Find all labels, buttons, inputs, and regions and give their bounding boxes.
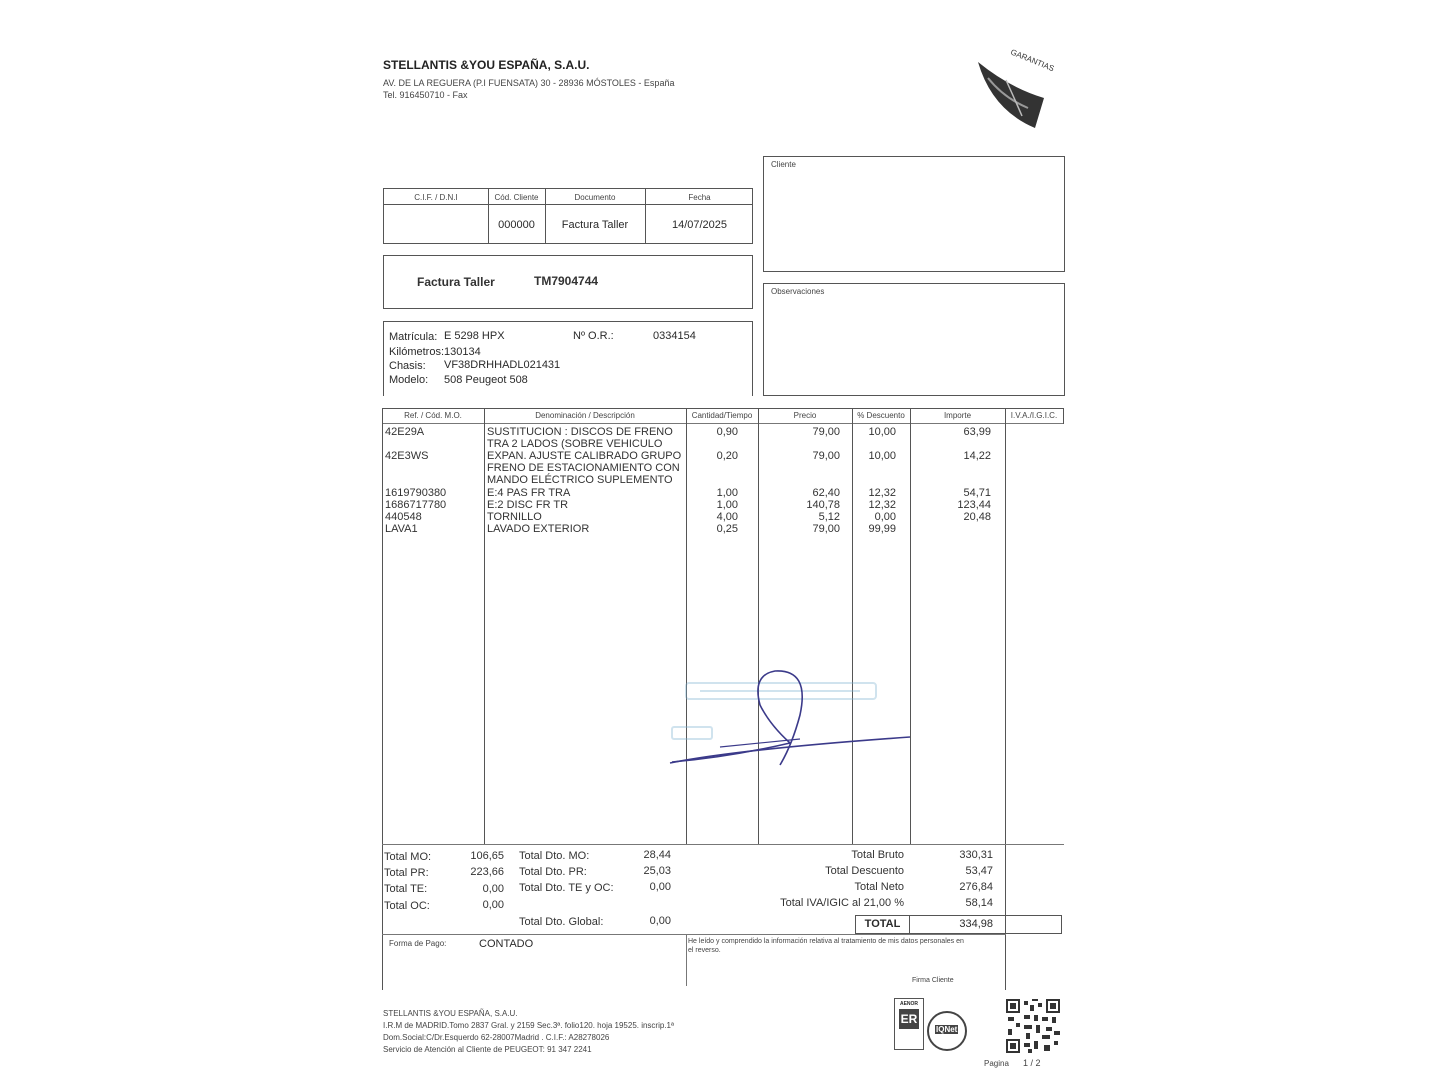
observations-label: Observaciones [771,287,825,296]
qr-code-icon [1006,999,1060,1053]
company-phone: Tel. 916450710 - Fax [383,90,468,100]
date-header: Fecha [688,193,711,202]
header-table [383,188,753,244]
row-desc: TRA 2 LADOS (SOBRE VEHICULO [487,438,663,450]
row-qty: 1,00 [716,487,738,499]
qty-header: Cantidad/Tiempo [691,411,753,420]
row-qty: 4,00 [716,511,738,523]
vat-header: I.V.A./I.G.I.C. [1010,411,1058,420]
matricula-value: E 5298 HPX [444,330,505,342]
total-oc-label: Total OC: [384,900,430,912]
row-qty: 1,00 [716,499,738,511]
client-code-value: 000000 [498,219,535,231]
iqnet-text: IQNet [936,1025,958,1034]
aenor-logo-icon [894,998,924,1050]
total-iva-label: Total IVA/IGIC al 21,00 % [780,897,904,909]
row-price: 79,00 [812,426,840,438]
total-neto-label: Total Neto [854,881,904,893]
cif-header: C.I.F. / D.N.I [414,193,458,202]
total-mo-value: 106,65 [470,850,504,862]
row-discount: 12,32 [868,499,896,511]
km-label: Kilómetros: [389,346,445,358]
row-desc: FRENO DE ESTACIONAMIENTO CON [487,462,680,474]
total-pr-label: Total PR: [384,867,429,879]
row-price: 62,40 [812,487,840,499]
vehicle-box [383,321,753,396]
client-code-header: Cód. Cliente [494,193,539,202]
row-discount: 0,00 [874,511,896,523]
row-price: 79,00 [812,523,840,535]
row-amount: 123,44 [957,499,991,511]
row-qty: 0,20 [716,450,738,462]
total-neto-value: 276,84 [959,881,993,893]
client-box [763,156,1065,272]
row-ref: 42E3WS [385,450,429,462]
row-desc: E:2 DISC FR TR [487,499,569,511]
row-desc: LAVADO EXTERIOR [487,523,590,535]
col-line-1 [484,408,485,844]
ref-header: Ref. / Cód. M.O. [404,411,462,420]
total-descuento-value: 53,47 [965,865,993,877]
total-bruto-label: Total Bruto [851,849,904,861]
total-descuento-label: Total Descuento [825,865,904,877]
row-discount: 10,00 [868,426,896,438]
date-value: 14/07/2025 [671,219,728,231]
price-header: Precio [793,411,817,420]
privacy-note-line-2: el reverso. [688,947,721,954]
row-price: 5,12 [818,511,840,523]
total-dto-global-label: Total Dto. Global: [519,916,604,928]
page-label: Pagina [984,1059,1009,1068]
totals-top-border [382,844,1064,845]
row-desc: TORNILLO [487,511,542,523]
total-dto-global-value: 0,00 [649,915,671,927]
company-address: AV. DE LA REGUERA (P.I FUENSATA) 30 - 28936 MÓSTOLES - España [383,78,675,88]
chasis-label: Chasis: [389,360,426,372]
payment-divider [686,934,687,986]
amount-header: Importe [943,411,972,420]
total-oc-value: 0,00 [482,899,504,911]
client-label: Cliente [771,160,796,169]
col-line-0 [382,408,383,990]
footer-line-3: Dom.Social:C/Dr.Esquerdo 62-28007Madrid . C.I.F.: A28278026 [383,1033,610,1042]
total-te-value: 0,00 [482,883,504,895]
row-amount: 63,99 [963,426,991,438]
total-dto-mo-value: 28,44 [643,849,671,861]
modelo-label: Modelo: [389,374,429,386]
observations-box [763,283,1065,396]
col-line-5 [910,408,911,844]
payment-value: CONTADO [479,938,534,950]
row-price: 140,78 [806,499,840,511]
matricula-label: Matrícula: [389,331,438,343]
row-desc: SUSTITUCION : DISCOS DE FRENO [487,426,673,438]
row-ref: 42E29A [385,426,425,438]
document-value: Factura Taller [561,219,629,231]
row-desc: MANDO ELÉCTRICO SUPLEMENTO [487,474,673,486]
row-discount: 12,32 [868,487,896,499]
total-dto-pr-label: Total Dto. PR: [519,866,587,878]
or-value: 0334154 [653,330,696,342]
total-bruto-value: 330,31 [959,849,993,861]
document-header: Documento [574,193,616,202]
total-value: 334,98 [959,918,993,930]
km-value: 130134 [444,346,481,358]
row-qty: 0,90 [716,426,738,438]
discount-header: % Descuento [857,411,905,420]
invoice-type: Factura Taller [417,275,495,289]
row-ref: 1619790380 [385,487,447,499]
row-ref: 440548 [385,511,422,523]
firma-label: Firma Cliente [912,977,954,984]
total-iva-value: 58,14 [965,897,993,909]
aenor-text: AENOR [899,1001,919,1007]
row-amount: 14,22 [963,450,991,462]
total-mo-label: Total MO: [384,851,432,863]
payment-label: Forma de Pago: [389,939,447,948]
row-price: 79,00 [812,450,840,462]
payment-top-border [382,934,1006,935]
total-dto-te-oc-value: 0,00 [649,881,671,893]
col-line-4 [852,408,853,844]
footer-line-1: STELLANTIS &YOU ESPAÑA, S.A.U. [383,1009,518,1018]
col-line-6 [1005,408,1006,990]
footer-line-4: Servicio de Atención al Cliente de PEUGEOT: 91 347 2241 [383,1045,592,1054]
row-amount: 54,71 [963,487,991,499]
footer-line-2: I.R.M de MADRID.Tomo 2837 Gral. y 2159 Sec.3ª. folio120. hoja 19525. inscrip.1ª [383,1021,674,1030]
col-line-2 [686,408,687,844]
row-desc: EXPAN. AJUSTE CALIBRADO GRUPO [487,450,682,462]
row-desc: E:4 PAS FR TRA [487,487,571,499]
stamp-text: GARANTIAS [1009,47,1056,74]
row-qty: 0,25 [716,523,738,535]
col-line-3 [758,408,759,844]
or-label: Nº O.R.: [573,330,614,342]
garantias-stamp-icon [970,40,1065,135]
invoice-box [383,255,753,309]
invoice-number: TM7904744 [534,274,599,288]
col-line-7 [1063,408,1064,424]
desc-header: Denominación / Descripción [535,411,635,420]
iqnet-logo-icon [927,1011,967,1051]
row-discount: 10,00 [868,450,896,462]
row-amount: 20,48 [963,511,991,523]
signature-icon [660,665,920,775]
row-ref: LAVA1 [385,523,418,535]
row-discount: 99,99 [868,523,896,535]
total-dto-te-oc-label: Total Dto. TE y OC: [519,882,614,894]
total-te-label: Total TE: [384,883,428,895]
modelo-value: 508 Peugeot 508 [444,374,528,386]
total-dto-pr-value: 25,03 [643,865,671,877]
total-dto-mo-label: Total Dto. MO: [519,850,590,862]
row-ref: 1686717780 [385,499,447,511]
page-number: 1 / 2 [1023,1058,1041,1068]
chasis-value: VF38DRHHADL021431 [444,359,561,371]
total-box [855,915,1062,934]
total-pr-value: 223,66 [470,866,504,878]
er-mark: ER [899,1009,919,1029]
privacy-note-line-1: He leído y comprendido la información relativa al tratamiento de mis datos personales en [688,938,964,945]
company-name: STELLANTIS &YOU ESPAÑA, S.A.U. [383,58,590,72]
total-label: TOTAL [864,918,901,930]
